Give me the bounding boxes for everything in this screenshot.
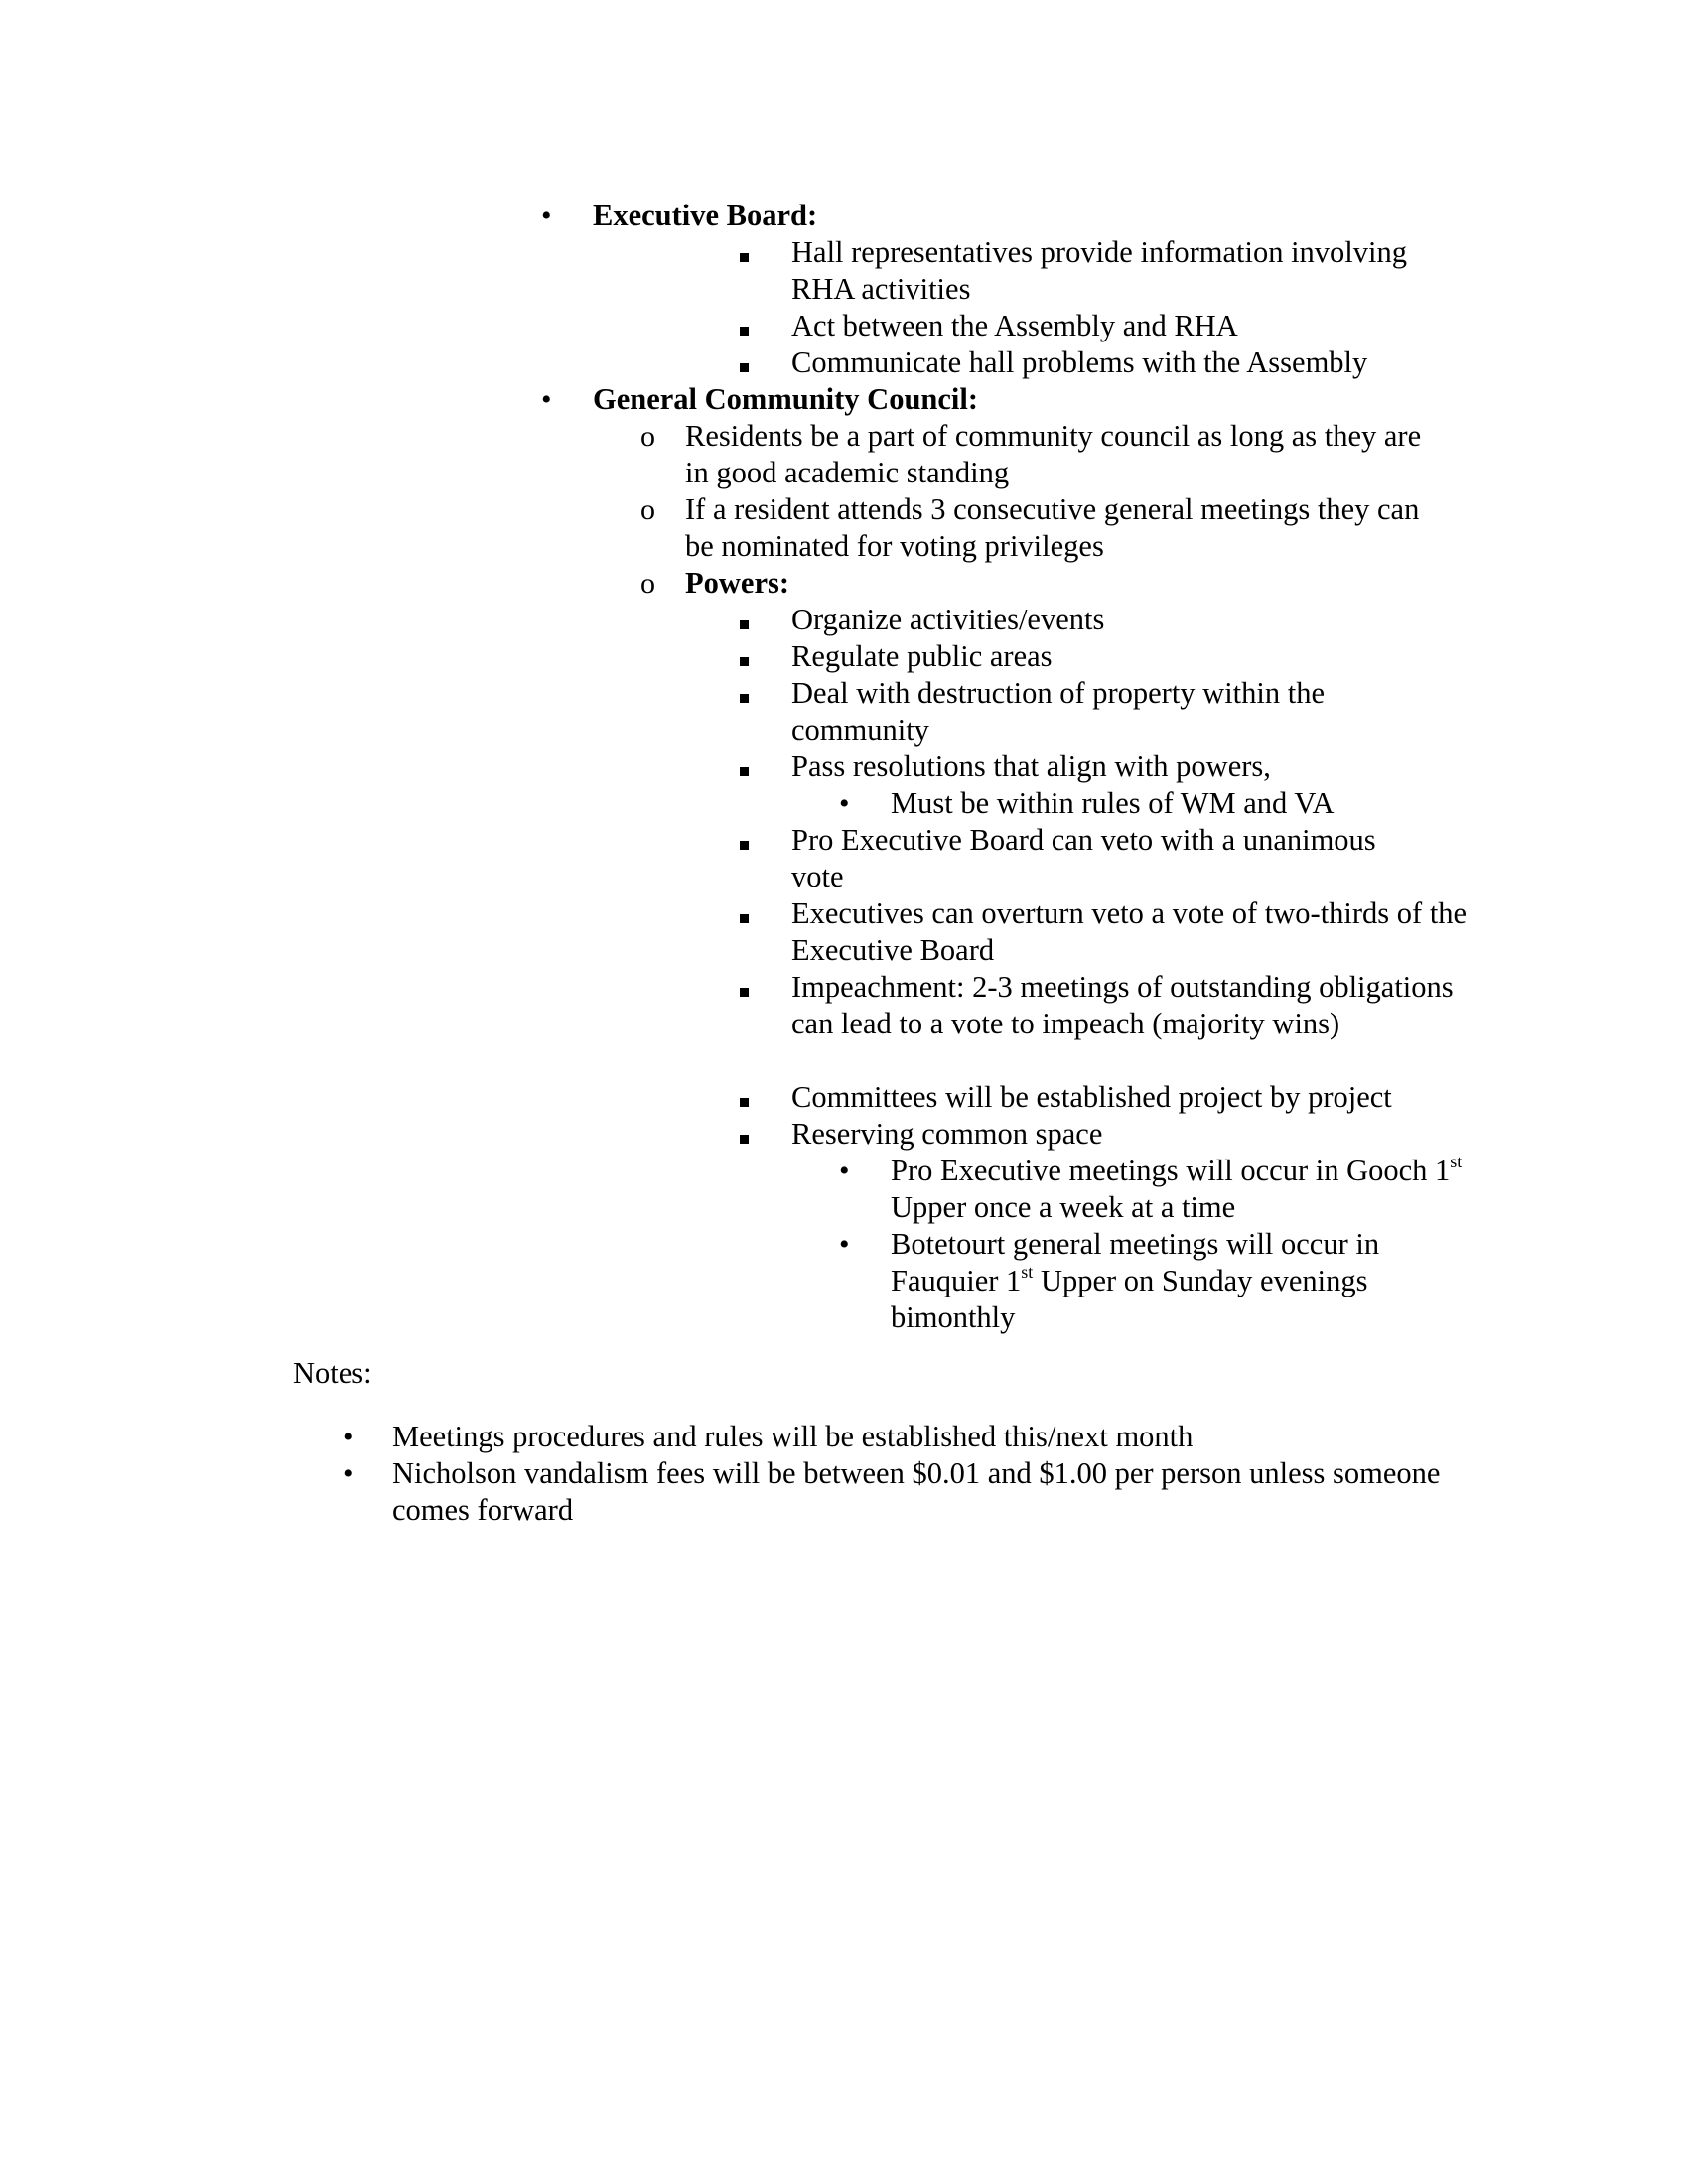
circle-bullet-icon: o bbox=[640, 567, 655, 600]
resolution-subitem-text: Must be within rules of WM and VA bbox=[891, 786, 1335, 820]
bullet-dot-icon: • bbox=[343, 1457, 353, 1490]
bullet-dot-icon: • bbox=[839, 1155, 850, 1187]
bullet-dot-icon: • bbox=[839, 1228, 850, 1261]
exec-board-item-text: Act between the Assembly and RHA bbox=[791, 309, 1238, 342]
space-subitem-text: Botetourt general meetings will occur in Fauquier 1st Upper on Sunday evenings bimonthly bbox=[891, 1227, 1380, 1334]
power-item-text: Pro Executive Board can veto with a unanimous vote bbox=[791, 823, 1376, 893]
square-bullet-icon bbox=[740, 602, 779, 638]
notes-item-text: Meetings procedures and rules will be established this/next month bbox=[392, 1420, 1194, 1453]
exec-board-item bbox=[740, 308, 1484, 344]
exec-board-item-text: Hall representatives provide information involving RHA activities bbox=[791, 235, 1408, 306]
square-bullet-icon bbox=[740, 344, 779, 381]
power-item-text: Committees will be established project by project bbox=[791, 1080, 1392, 1114]
power-item-text: Impeachment: 2-3 meetings of outstanding obligations can lead to a vote to impeach (majority wins) bbox=[791, 970, 1454, 1040]
exec-board-item-text: Communicate hall problems with the Assembly bbox=[791, 345, 1368, 379]
power-item-text: Pass resolutions that align with powers, bbox=[791, 750, 1271, 783]
general-council-heading: General Community Council: bbox=[593, 382, 979, 416]
power-item bbox=[740, 822, 1484, 895]
power-item bbox=[740, 969, 1484, 1042]
power-item bbox=[740, 675, 1484, 749]
exec-board-heading: Executive Board: bbox=[593, 199, 818, 232]
general-council-item-text: If a resident attends 3 consecutive general meetings they can be nominated for voting privileges bbox=[685, 492, 1420, 563]
exec-board-item bbox=[740, 344, 1484, 381]
square-bullet-icon bbox=[740, 969, 779, 1006]
square-bullet-icon bbox=[740, 1079, 779, 1116]
power-item-text: Deal with destruction of property within the community bbox=[791, 676, 1326, 747]
bullet-dot-icon: • bbox=[541, 200, 552, 232]
bullet-dot-icon: • bbox=[343, 1421, 353, 1453]
square-bullet-icon bbox=[740, 308, 779, 344]
power-item-text: Executives can overturn veto a vote of two-thirds of the Executive Board bbox=[791, 896, 1468, 967]
square-bullet-icon bbox=[740, 638, 779, 675]
power-item bbox=[740, 602, 1484, 638]
space-subitem bbox=[839, 1153, 1484, 1226]
powers-bullet bbox=[640, 565, 1484, 602]
exec-board-bullet bbox=[541, 198, 1435, 234]
power-item-text: Regulate public areas bbox=[791, 639, 1053, 673]
power-item bbox=[740, 749, 1484, 785]
notes-label: Notes: bbox=[293, 1356, 372, 1390]
notes-item bbox=[343, 1455, 1484, 1529]
circle-bullet-icon: o bbox=[640, 420, 655, 453]
power-item bbox=[740, 1079, 1484, 1116]
exec-board-item bbox=[740, 234, 1484, 308]
square-bullet-icon bbox=[740, 234, 779, 271]
notes-item-text: Nicholson vandalism fees will be between $0.01 and $1.00 per person unless someone comes forward bbox=[392, 1456, 1441, 1527]
general-council-bullet bbox=[541, 381, 1435, 418]
square-bullet-icon bbox=[740, 895, 779, 932]
notes-item bbox=[343, 1419, 1484, 1455]
power-item-text: Organize activities/events bbox=[791, 603, 1105, 636]
circle-bullet-icon: o bbox=[640, 493, 655, 526]
square-bullet-icon bbox=[740, 749, 779, 785]
power-item-text: Reserving common space bbox=[791, 1117, 1103, 1151]
square-bullet-icon bbox=[740, 822, 779, 859]
power-item bbox=[740, 895, 1484, 969]
resolution-subitem bbox=[839, 785, 1484, 822]
powers-heading: Powers: bbox=[685, 566, 790, 600]
general-council-item-text: Residents be a part of community council as long as they are in good academic standing bbox=[685, 419, 1422, 489]
bullet-dot-icon: • bbox=[541, 383, 552, 416]
square-bullet-icon bbox=[740, 1116, 779, 1153]
general-council-item bbox=[640, 418, 1484, 491]
bullet-dot-icon: • bbox=[839, 787, 850, 820]
square-bullet-icon bbox=[740, 675, 779, 712]
space-subitem bbox=[839, 1226, 1484, 1336]
space-subitem-text: Pro Executive meetings will occur in Gooch 1st Upper once a week at a time bbox=[891, 1151, 1463, 1224]
power-item bbox=[740, 638, 1484, 675]
power-item bbox=[740, 1116, 1484, 1153]
general-council-item bbox=[640, 491, 1484, 565]
